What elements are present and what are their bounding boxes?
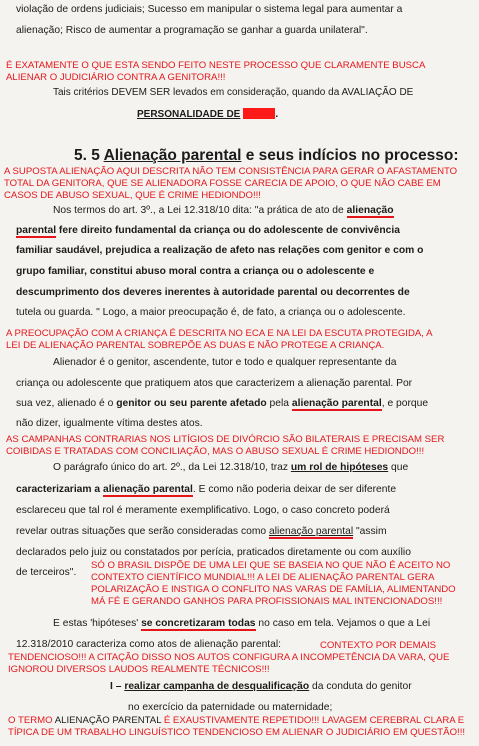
doc-line: declarados pelo juiz ou constatados por perícia, praticados diretamente ou com auxílio: [16, 547, 411, 558]
red-comment: POLARIZAÇÃO E INSTIGA O CONFLITO NAS VARAS DE FAMÍLIA, ALIMENTANDO: [91, 584, 456, 595]
doc-line: descumprimento dos deveres inerentes à autoridade parental ou decorrentes de: [16, 287, 410, 298]
red-comment: [8, 715, 464, 727]
doc-line: familiar saudável, prejudica a realização de afeto nas relações com genitor e com o: [16, 245, 424, 256]
doc-line: 12.318/2010 caracteriza como atos de alienação parental:: [16, 639, 282, 650]
highlight-term: parental: [16, 225, 57, 236]
doc-line: [16, 397, 428, 410]
doc-line: [16, 224, 400, 237]
heading-rest: e seus indícios no processo:: [241, 147, 459, 164]
red-comment-text: O TERMO: [8, 715, 55, 726]
doc-line: de terceiros".: [16, 567, 77, 578]
doc-line: violação de ordens judiciais; Sucesso em manipular o sistema legal para aumentar a: [16, 4, 403, 15]
doc-line-text: "assim: [353, 526, 387, 537]
red-comment: A SUPOSTA ALIENAÇÃO AQUI DESCRITA NÃO TEM CONSISTÊNCIA PARA GERAR O AFASTAMENTO: [4, 166, 458, 177]
doc-line-text: da conduta do genitor: [309, 681, 412, 692]
doc-line: [137, 108, 278, 121]
doc-line: [53, 86, 413, 99]
doc-line-text: revelar outras situações que serão consideradas como: [16, 526, 269, 537]
redaction-box: [243, 108, 275, 119]
red-comment: TÍPICA DE UM TRABALHO LINGUÍSTICO TENDENCIOSO EM ALIENAR O JUDICIÁRIO EM QUESTÃO!!!: [8, 727, 466, 738]
red-comment: COIBIDAS E TRATADAS COM CONCILIAÇÃO, MAS O ABUSO SEXUAL É CRIME HEDIONDO!!!: [6, 446, 425, 457]
red-comment-term: ALIENAÇÃO PARENTAL: [54, 715, 162, 726]
doc-line: [110, 680, 412, 693]
doc-line-text: Nos termos do art. 3º., a Lei 12.318/10 dita: "a prática de ato de: [53, 205, 344, 216]
red-comment: TENDENCIOSO!!! A CITAÇÃO DISSO NOS AUTOS CONFIGURA A INCOMPETÊNCIA DA VARA, QUE: [8, 652, 450, 663]
heading-keyword: Alienação parental: [103, 147, 242, 164]
doc-line-text: O parágrafo único do art. 2º., da Lei 12.318/10, traz: [53, 462, 291, 473]
highlight-term: um rol de hipóteses: [290, 462, 389, 473]
heading-number: 5. 5: [74, 147, 104, 164]
doc-line: [16, 525, 387, 538]
highlight-term: alienação parental: [291, 398, 382, 409]
doc-line-text: no caso em tela. Vejamos o que a Lei: [255, 618, 431, 629]
red-comment: A PREOCUPAÇÃO COM A CRIANÇA É DESCRITA NO ECA E NA LEI DA ESCUTA PROTEGIDA, A: [6, 328, 433, 339]
doc-line: esclareceu que tal rol é meramente exemplificativo. Logo, o caso concreto poderá: [16, 505, 390, 516]
red-comment: CONTEXTO POR DEMAIS: [320, 640, 437, 651]
red-comment: TOTAL DA GENITORA, QUE SE ALIENADORA FOSSE CARECIA DE APOIO, O QUE NÃO CABE EM: [4, 178, 441, 189]
red-comment: AS CAMPANHAS CONTRARIAS NOS LITÍGIOS DE DIVÓRCIO SÃO BILATERAIS E PRECISAM SER: [6, 434, 445, 445]
doc-line: [53, 204, 394, 217]
highlight-term: alienação: [346, 205, 394, 216]
doc-line-text: I –: [110, 681, 125, 692]
highlight-term: se concretizaram todas: [141, 618, 256, 629]
doc-line-text: que: [388, 462, 409, 473]
highlight-term: alienação parental: [103, 484, 193, 495]
doc-line: [53, 617, 430, 630]
doc-line: no exercício da paternidade ou maternidade;: [128, 702, 333, 713]
doc-line: grupo familiar, constitui abuso moral contra a criança ou o adolescente e: [16, 266, 375, 277]
doc-line: criança ou adolescente que pratiquem atos que caracterizem a alienação parental. Por: [16, 378, 413, 389]
doc-line-text: PERSONALIDADE DE: [137, 109, 241, 120]
doc-line-text: Tais critérios DEVEM SER levados em consideração, quando da AVALIAÇÃO DE: [53, 87, 414, 98]
doc-line-text: . E como não poderia deixar de ser diferente: [192, 484, 397, 495]
red-comment: LEI DE ALIENAÇÃO PARENTAL SOBREPÕE AS DUAS E NÃO PROTEGE A CRIANÇA.: [6, 340, 385, 351]
red-comment-text: É EXAUSTIVAMENTE REPETIDO!!! LAVAGEM CEREBRAL CLARA E: [161, 715, 465, 726]
red-comment: SÓ O BRASIL DISPÕE DE UMA LEI QUE SE BASEIA NO QUE NÃO É ACEITO NO: [91, 560, 451, 571]
red-comment: É EXATAMENTE O QUE ESTA SENDO FEITO NESTE PROCESSO QUE CLARAMENTE BUSCA: [6, 60, 426, 71]
doc-line: não dizer, igualmente vítima destes atos.: [16, 418, 203, 429]
red-comment: MÁ FÉ E GERANDO GANHOS PARA PROFISSIONAIS MAL INTENCIONADOS!!!: [91, 596, 443, 607]
section-heading: [74, 147, 458, 165]
doc-line: Alienador é o genitor, ascendente, tutor e todo e qualquer representante da: [53, 357, 397, 368]
doc-line: [16, 483, 396, 496]
red-comment: ALIENAR O JUDICIÁRIO CONTRA A GENITORA!!!: [6, 72, 226, 83]
doc-line-text: fere direito fundamental da criança ou do adolescente de convivência: [56, 225, 400, 236]
doc-line: alienação; Risco de aumentar a programação se ganhar a guarda unilateral".: [16, 25, 368, 36]
doc-line-text: .: [275, 109, 279, 120]
doc-line: [53, 461, 408, 474]
highlight-term: alienação parental: [268, 526, 354, 537]
doc-line-text: , e porque: [381, 398, 429, 409]
red-comment: IGNOROU DIVERSOS LAUDOS REALMENTE TÉCNICOS!!!: [8, 664, 270, 675]
doc-line-text: E estas 'hipóteses': [53, 618, 142, 629]
doc-line-text: sua vez, alienado é o: [16, 398, 117, 409]
doc-line-text: pela: [266, 398, 292, 409]
doc-line: tutela ou guarda. " Logo, a maior preocupação é, de fato, a criança ou o adolescente.: [16, 307, 406, 318]
red-comment: CASOS DE ABUSO SEXUAL, QUE É CRIME HEDIONDO!!!: [4, 190, 261, 201]
highlight-term: realizar campanha de desqualificação: [124, 681, 310, 692]
doc-line-text: caracterizariam a: [16, 484, 104, 495]
doc-line-text: genitor ou seu parente afetado: [116, 398, 267, 409]
red-comment: CONTEXTO CIENTÍFICO MUNDIAL!!! A LEI DE ALIENAÇÃO PARENTAL GERA: [91, 572, 435, 583]
